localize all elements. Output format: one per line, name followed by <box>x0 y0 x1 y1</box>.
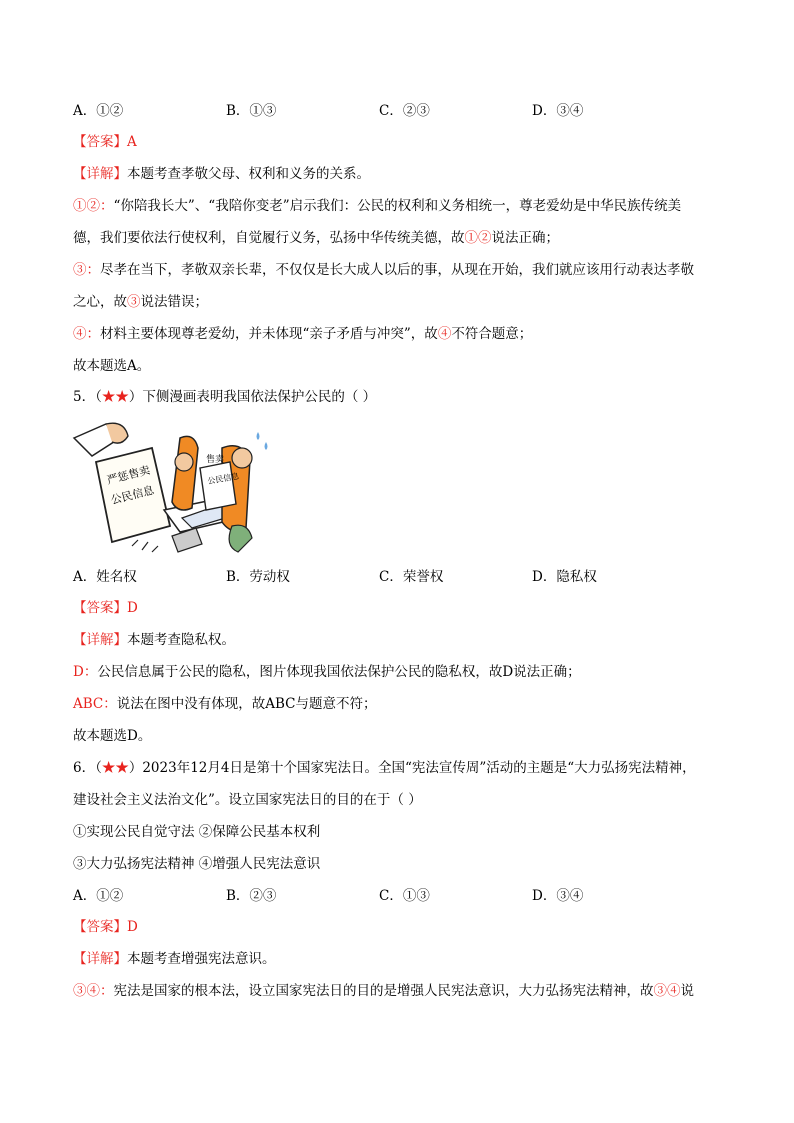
answer-tag: 【答案】 <box>73 919 127 935</box>
detail-text: 本题考查孝敬父母、权利和义务的关系。 <box>127 166 370 182</box>
question-number-close: ） <box>128 389 143 405</box>
exp-text: 材料主要体现尊老爱幼，并未体现“亲子矛盾与冲突”，故 <box>100 326 438 342</box>
q4-option-a: A．①② <box>73 103 124 119</box>
exp-text: 德，我们要依法行使权利，自觉履行义务，弘扬中华传统美德，故 <box>73 230 465 246</box>
q6-stem-line2: 建设社会主义法治文化”。设立国家宪法日的目的在于（ ） <box>73 792 422 808</box>
q4-conclusion: 故本题选A。 <box>73 358 151 374</box>
difficulty-stars-icon: ★★ <box>101 389 129 405</box>
exp-text: 公民信息属于公民的隐私，图片体现我国依法保护公民的隐私权，故D说法正确； <box>97 664 581 680</box>
detail-tag: 【详解】 <box>73 166 127 182</box>
question-number-close: ） <box>128 760 143 776</box>
q4-exp1-line2 <box>73 228 559 248</box>
q4-exp2-line2 <box>73 292 208 312</box>
detail-text: 本题考查增强宪法意识。 <box>127 951 276 967</box>
q6-option-a: A．①② <box>73 888 124 904</box>
cartoon-book-label: 公民信息 <box>206 471 240 486</box>
q6-detail <box>73 949 276 969</box>
q4-exp2-line1 <box>73 260 694 280</box>
q6-option-b: B．②③ <box>226 888 277 904</box>
exp-mark: ①② <box>464 230 492 246</box>
detail-tag: 【详解】 <box>73 632 127 648</box>
q5-stem <box>73 387 376 407</box>
exp-mark: ABC： <box>73 696 117 712</box>
exp-text: “你陪我长大”、“我陪你变老”启示我们：公民的权利和义务相统一，尊老爱幼是中华民族传统美 <box>113 198 682 214</box>
exp-mark: ④： <box>73 326 100 342</box>
q4-exp3 <box>73 324 532 344</box>
question-number: 5．（ <box>73 389 102 405</box>
q5-detail <box>73 630 235 650</box>
answer-tag: 【答案】 <box>73 134 127 150</box>
exp-mark: ①②： <box>73 198 114 214</box>
q4-option-d: D．③④ <box>532 103 584 119</box>
question-text: 下侧漫画表明我国依法保护公民的（ ） <box>142 389 377 405</box>
q6-choices-line1: ①实现公民自觉守法 ②保障公民基本权利 <box>73 824 321 840</box>
q6-choices-line2: ③大力弘扬宪法精神 ④增强人民宪法意识 <box>73 856 321 872</box>
answer-value: D <box>127 919 138 935</box>
q5-options <box>73 567 723 587</box>
q5-option-c: C．荣誉权 <box>379 569 444 585</box>
exp-text: 说法正确； <box>491 230 559 246</box>
exp-mark: ③ <box>127 294 141 310</box>
cartoon-sign-line1: 严惩售卖 <box>105 463 152 487</box>
q5-option-d: D．隐私权 <box>532 569 597 585</box>
answer-tag: 【答案】 <box>73 600 127 616</box>
q5-option-b: B．劳动权 <box>226 569 290 585</box>
detail-tag: 【详解】 <box>73 951 127 967</box>
q4-detail <box>73 164 370 184</box>
question-text: 2023年12月4日是第十个国家宪法日。全国“宪法宣传周”活动的主题是“大力弘扬宪法精神， <box>142 760 696 776</box>
exp-mark: ③④ <box>653 983 681 999</box>
q4-option-b: B．①③ <box>226 103 277 119</box>
q5-exp1 <box>73 662 581 682</box>
exp-text: 说法在图中没有体现，故ABC与题意不符； <box>116 696 377 712</box>
cartoon-label: 售卖 <box>206 455 225 465</box>
exp-mark: D： <box>73 664 98 680</box>
q4-options <box>73 101 723 121</box>
q5-exp2 <box>73 694 377 714</box>
exp-text: 尽孝在当下，孝敬双亲长辈，不仅仅是长大成人以后的事，从现在开始，我们就应该用行动表达孝敬 <box>100 262 694 278</box>
exp-text: 不符合题意； <box>451 326 533 342</box>
exp-text: 说 <box>680 983 694 999</box>
q5-option-a: A．姓名权 <box>73 569 137 585</box>
q4-answer <box>73 132 137 152</box>
q6-option-c: C．①③ <box>379 888 430 904</box>
exp-text: 之心，故 <box>73 294 127 310</box>
privacy-cartoon-image <box>72 418 277 560</box>
difficulty-stars-icon: ★★ <box>101 760 129 776</box>
answer-value: A <box>127 134 137 150</box>
q4-exp1-line1 <box>73 196 681 216</box>
q6-option-d: D．③④ <box>532 888 584 904</box>
answer-value: D <box>127 600 138 616</box>
exp-mark: ④ <box>437 326 452 342</box>
q6-options <box>73 886 723 906</box>
exp-mark: ③： <box>73 262 100 278</box>
q6-answer <box>73 917 138 937</box>
exp-text: 宪法是国家的根本法，设立国家宪法日的目的是增强人民宪法意识，大力弘扬宪法精神，故 <box>113 983 654 999</box>
exp-mark: ③④： <box>73 983 114 999</box>
cartoon-sign-line2: 公民信息 <box>109 483 156 507</box>
exp-text: 说法错误； <box>140 294 208 310</box>
q6-stem-line1 <box>73 758 696 778</box>
q4-option-c: C．②③ <box>379 103 430 119</box>
question-number: 6．（ <box>73 760 102 776</box>
q6-exp1 <box>73 981 694 1001</box>
q5-conclusion: 故本题选D。 <box>73 728 152 744</box>
detail-text: 本题考查隐私权。 <box>127 632 235 648</box>
q5-answer <box>73 598 138 618</box>
